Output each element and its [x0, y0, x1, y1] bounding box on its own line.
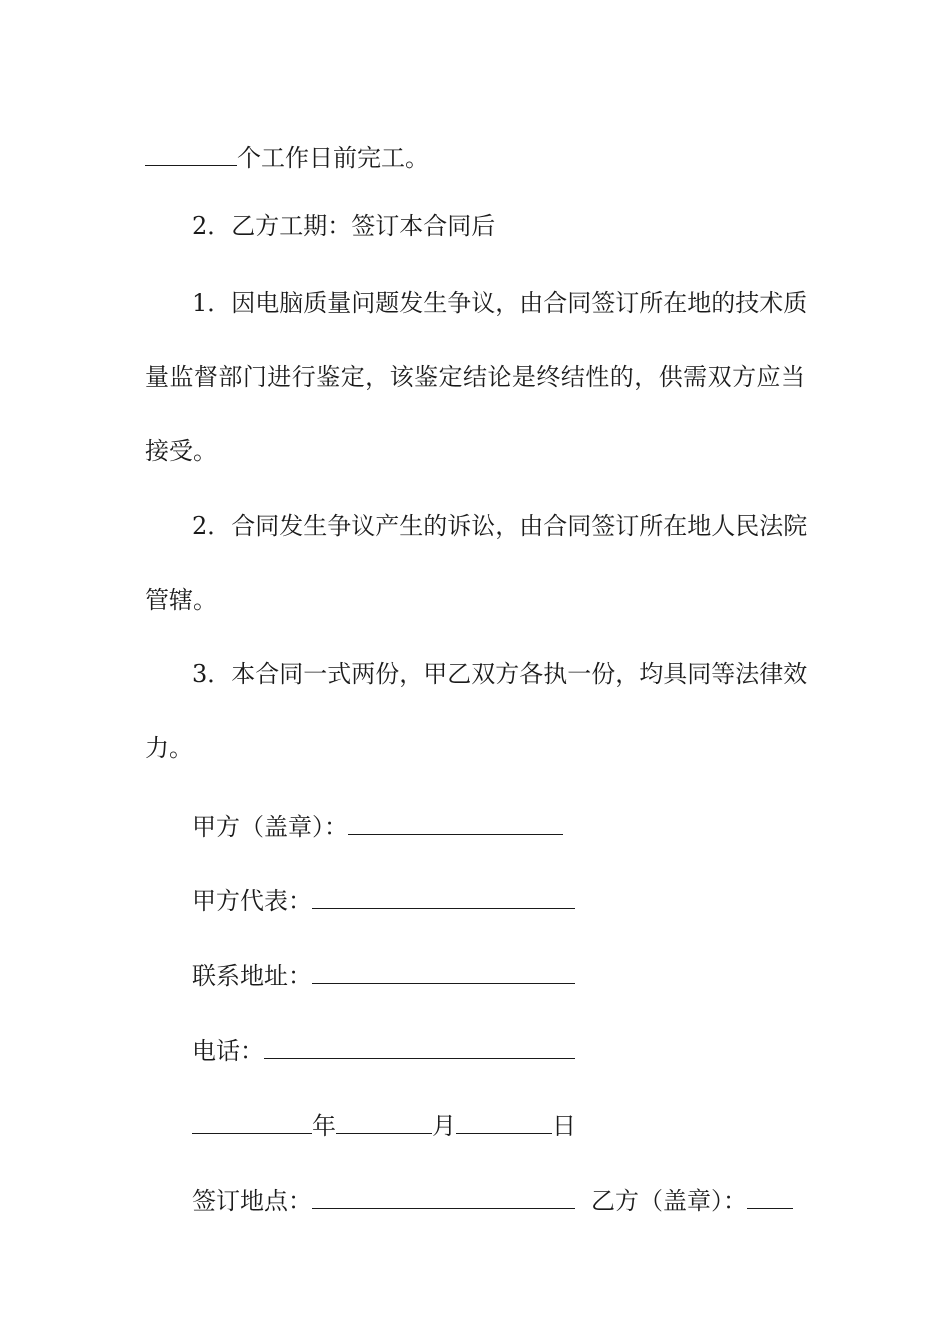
clause-2-line-2: 管辖。 [145, 586, 217, 614]
year-label: 年 [312, 1112, 336, 1140]
day-blank [456, 1105, 552, 1134]
clause-1-line-2: 量监督部门进行鉴定，该鉴定结论是终结性的，供需双方应当 [145, 363, 805, 391]
sign-place-label: 签订地点： [192, 1187, 312, 1215]
clause-3-line-2: 力。 [145, 734, 193, 762]
date-line [192, 1105, 852, 1141]
phone-line [192, 1030, 852, 1066]
clause-1-line-1: 1．因电脑质量问题发生争议，由合同签订所在地的技术质 [192, 289, 808, 317]
clause-3-line-1: 3．本合同一式两份，甲乙双方各执一份，均具同等法律效 [192, 660, 808, 688]
day-label: 日 [552, 1112, 576, 1140]
sign-place-blank [312, 1180, 575, 1209]
year-blank [192, 1105, 312, 1134]
address-label: 联系地址： [192, 962, 312, 990]
party-b-term-line: 2．乙方工期：签订本合同后 [192, 212, 496, 240]
party-b-seal-blank [747, 1180, 793, 1209]
days-blank [145, 137, 237, 166]
party-b-seal-label: 乙方（盖章）： [591, 1187, 747, 1215]
clause-2-line-1: 2．合同发生争议产生的诉讼，由合同签订所在地人民法院 [192, 512, 808, 540]
month-label: 月 [432, 1112, 456, 1140]
month-blank [336, 1105, 432, 1134]
party-a-rep-blank [312, 880, 575, 909]
completion-days-line [145, 137, 805, 173]
address-line [192, 955, 852, 991]
party-a-seal-line [192, 806, 852, 842]
party-a-rep-label: 甲方代表： [192, 887, 312, 915]
phone-blank [264, 1030, 575, 1059]
completion-days-text: 个工作日前完工。 [237, 144, 429, 172]
address-blank [312, 955, 575, 984]
party-a-seal-label: 甲方（盖章）： [192, 813, 348, 841]
sign-place-line [192, 1180, 852, 1216]
party-a-rep-line [192, 880, 852, 916]
clause-1-line-3: 接受。 [145, 437, 217, 465]
party-a-seal-blank [348, 806, 563, 835]
phone-label: 电话： [192, 1037, 264, 1065]
